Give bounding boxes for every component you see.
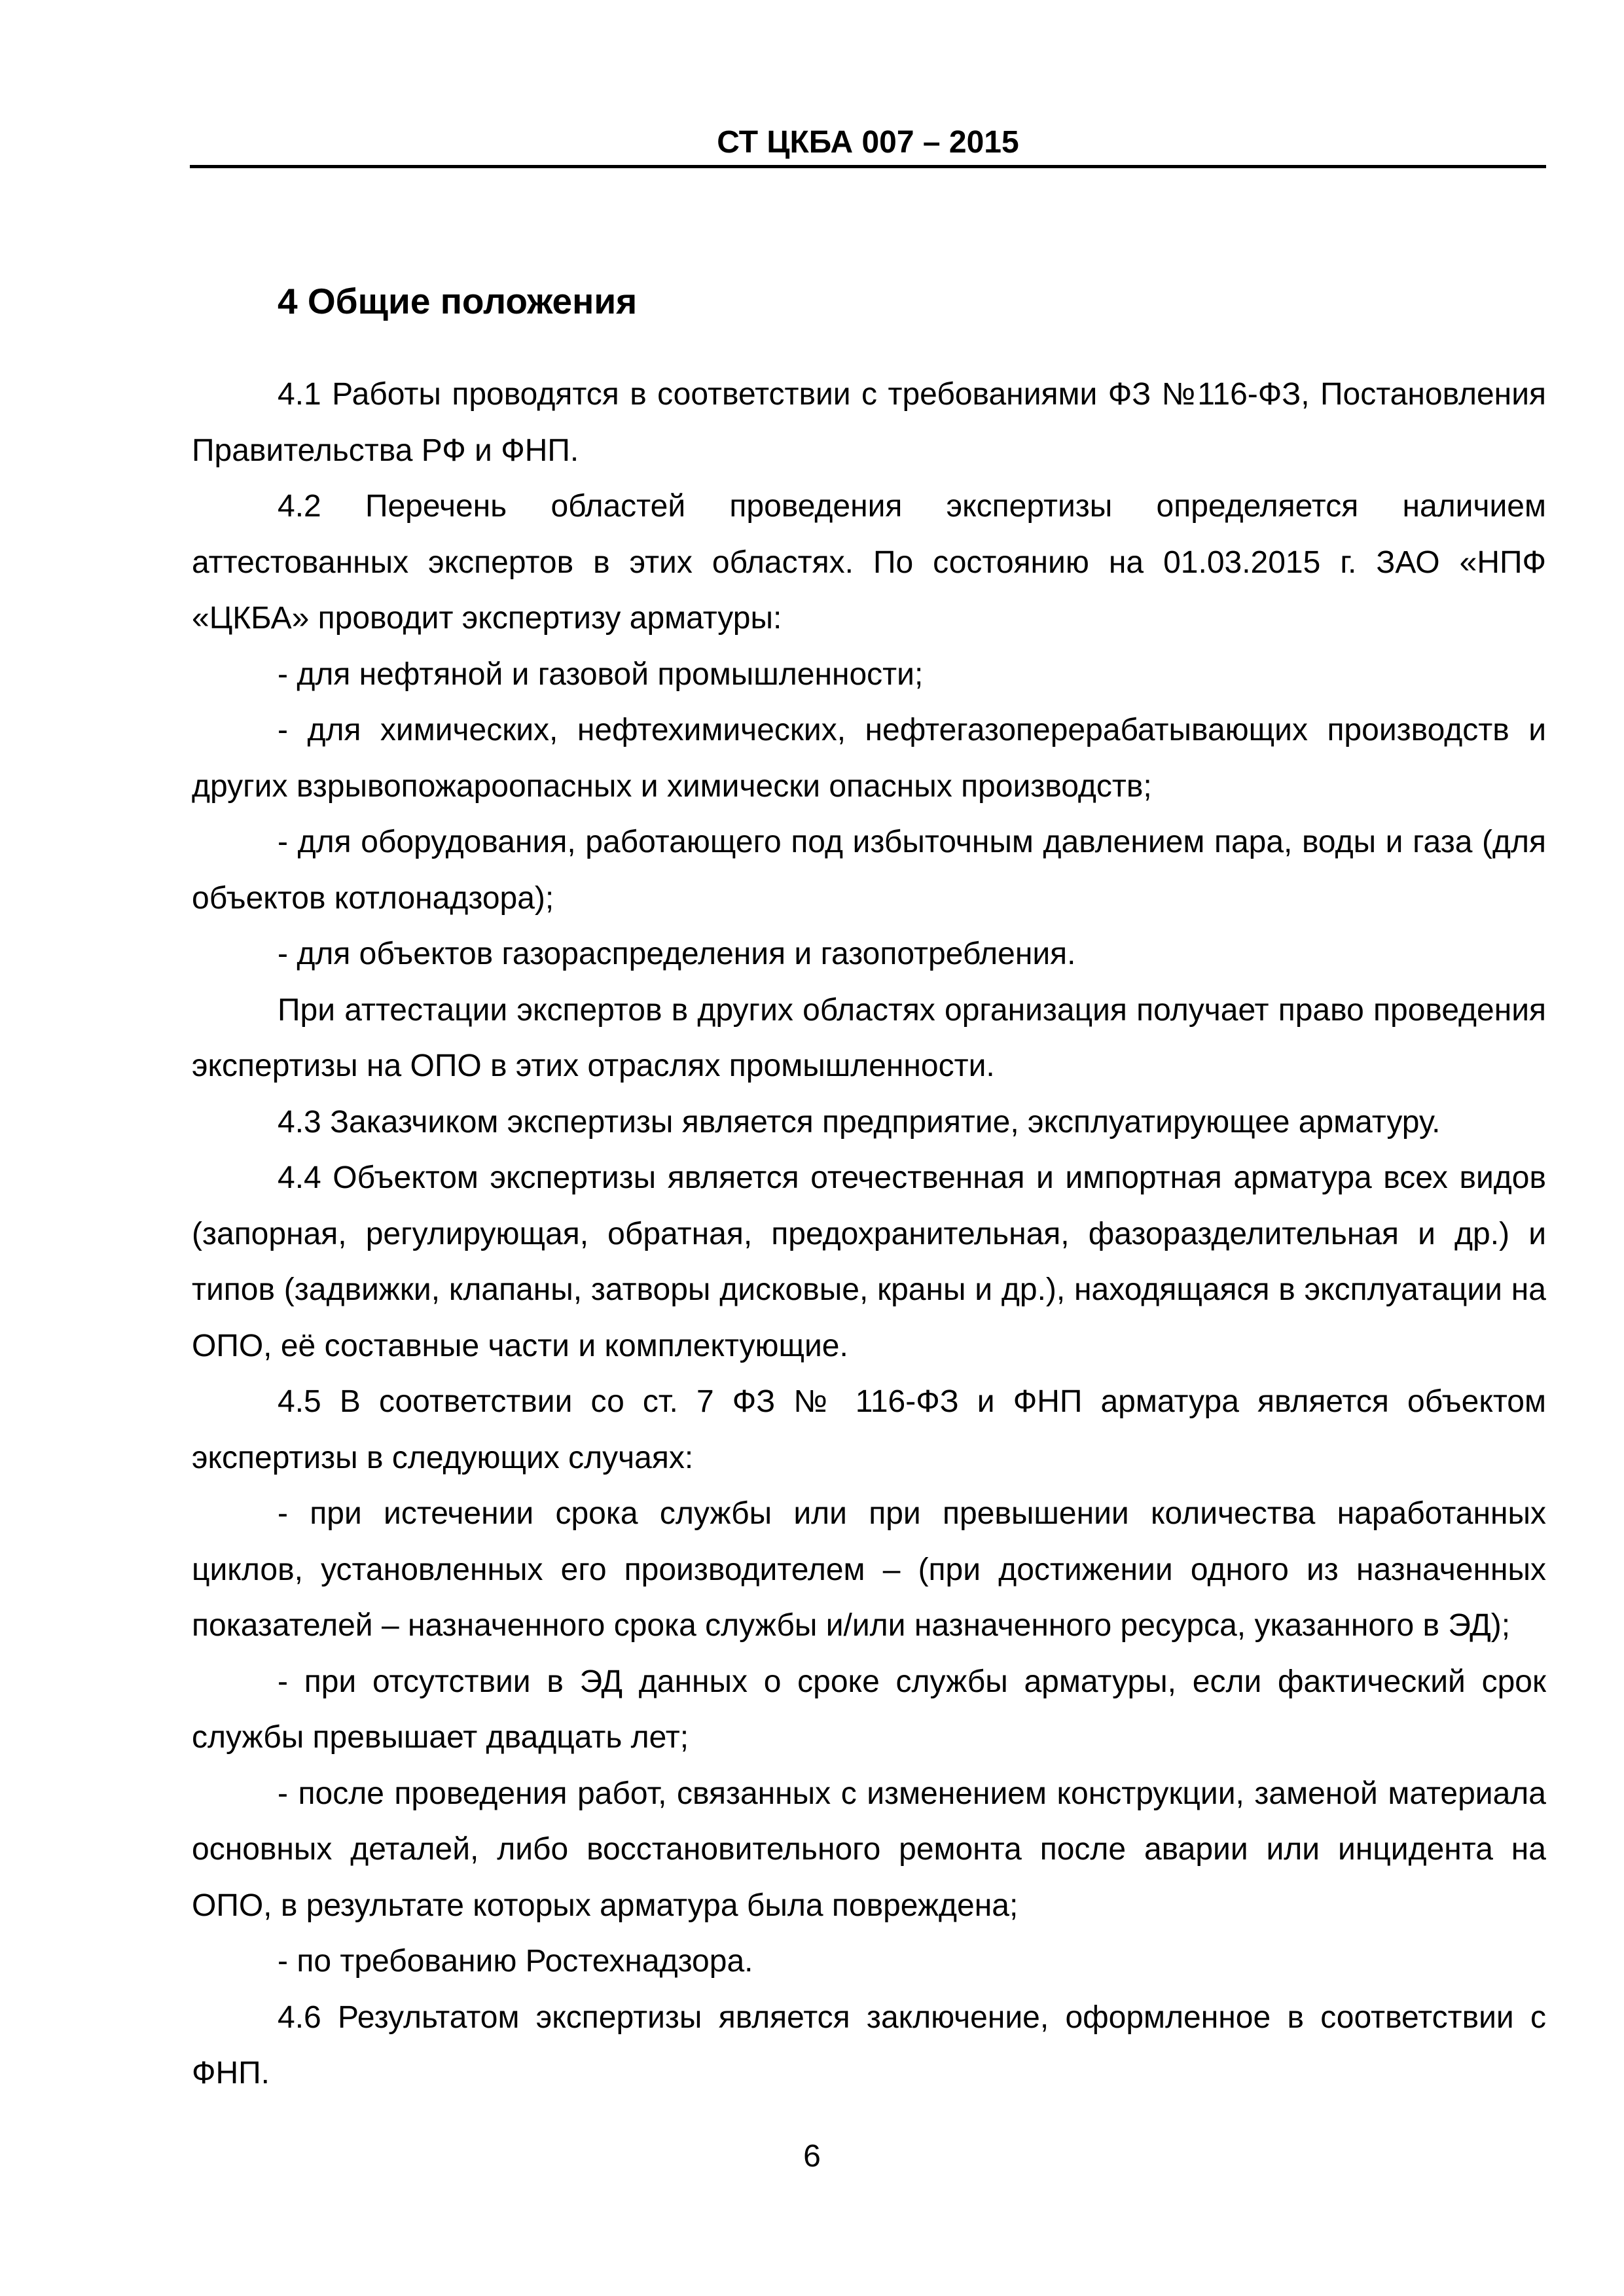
header-rule bbox=[190, 165, 1546, 168]
paragraph-4-4: 4.4 Объектом экспертизы является отечественная и импортная арматура всех видов (запорная, регулирующая, обратная, предохранительная, фазоразделительная и др.) и типов (задвижки, клапаны, затворы дисковые, краны и др.), находящаяся в эксплуатации на ОПО, её составные части и комплектующие. bbox=[192, 1160, 1546, 1363]
document-body bbox=[192, 268, 1546, 2102]
paragraph-attestation: При аттестации экспертов в других областях организация получает право проведения экспертизы на ОПО в этих отраслях промышленности. bbox=[192, 992, 1546, 1083]
paragraph-4-6: 4.6 Результатом экспертизы является заключение, оформленное в соответствии с ФНП. bbox=[192, 2000, 1546, 2090]
page-number: 6 bbox=[803, 2139, 821, 2174]
list-item-no-service-life-data: - при отсутствии в ЭД данных о сроке службы арматуры, если фактический срок службы превышает двадцать лет; bbox=[192, 1664, 1546, 1755]
list-item-after-modification: - после проведения работ, связанных с изменением конструкции, заменой материала основных деталей, либо восстановительного ремонта после аварии или инцидента на ОПО, в результате которых арматура была повреждена; bbox=[192, 1776, 1546, 1923]
section-title: 4 Общие положения bbox=[278, 281, 638, 321]
paragraph-4-1: 4.1 Работы проводятся в соответствии с требованиями ФЗ №116-ФЗ, Постановления Правительства РФ и ФНП. bbox=[192, 377, 1546, 468]
paragraph-4-2: 4.2 Перечень областей проведения экспертизы определяется наличием аттестованных экспертов в этих областях. По состоянию на 01.03.2015 г. ЗАО «НПФ «ЦКБА» проводит экспертизу арматуры: bbox=[192, 489, 1546, 636]
list-item-rostekhnadzor-request: - по требованию Ростехнадзора. bbox=[278, 1944, 753, 1979]
list-item-gas-distribution: - для объектов газораспределения и газопотребления. bbox=[278, 937, 1076, 971]
list-item-oil-gas: - для нефтяной и газовой промышленности; bbox=[278, 656, 924, 692]
paragraph-4-3: 4.3 Заказчиком экспертизы является предприятие, эксплуатирующее арматуру. bbox=[278, 1104, 1441, 1139]
paragraph-4-5: 4.5 В соответствии со ст. 7 ФЗ № 116-ФЗ и ФНП арматура является объектом экспертизы в следующих случаях: bbox=[192, 1384, 1546, 1475]
list-item-service-life-expired: - при истечении срока службы или при превышении количества наработанных циклов, установленных его производителем – (при достижении одного из назначенных показателей – назначенного срока службы и/или назначенного ресурса, указанного в ЭД); bbox=[192, 1496, 1546, 1643]
list-item-pressure-equipment: - для оборудования, работающего под избыточным давлением пара, воды и газа (для объектов котлонадзора); bbox=[192, 825, 1546, 916]
document-header: СТ ЦКБА 007 – 2015 bbox=[717, 125, 1019, 160]
list-item-chemical: - для химических, нефтехимических, нефтегазоперерабатывающих производств и других взрывопожароопасных и химически опасных производств; bbox=[192, 713, 1546, 804]
